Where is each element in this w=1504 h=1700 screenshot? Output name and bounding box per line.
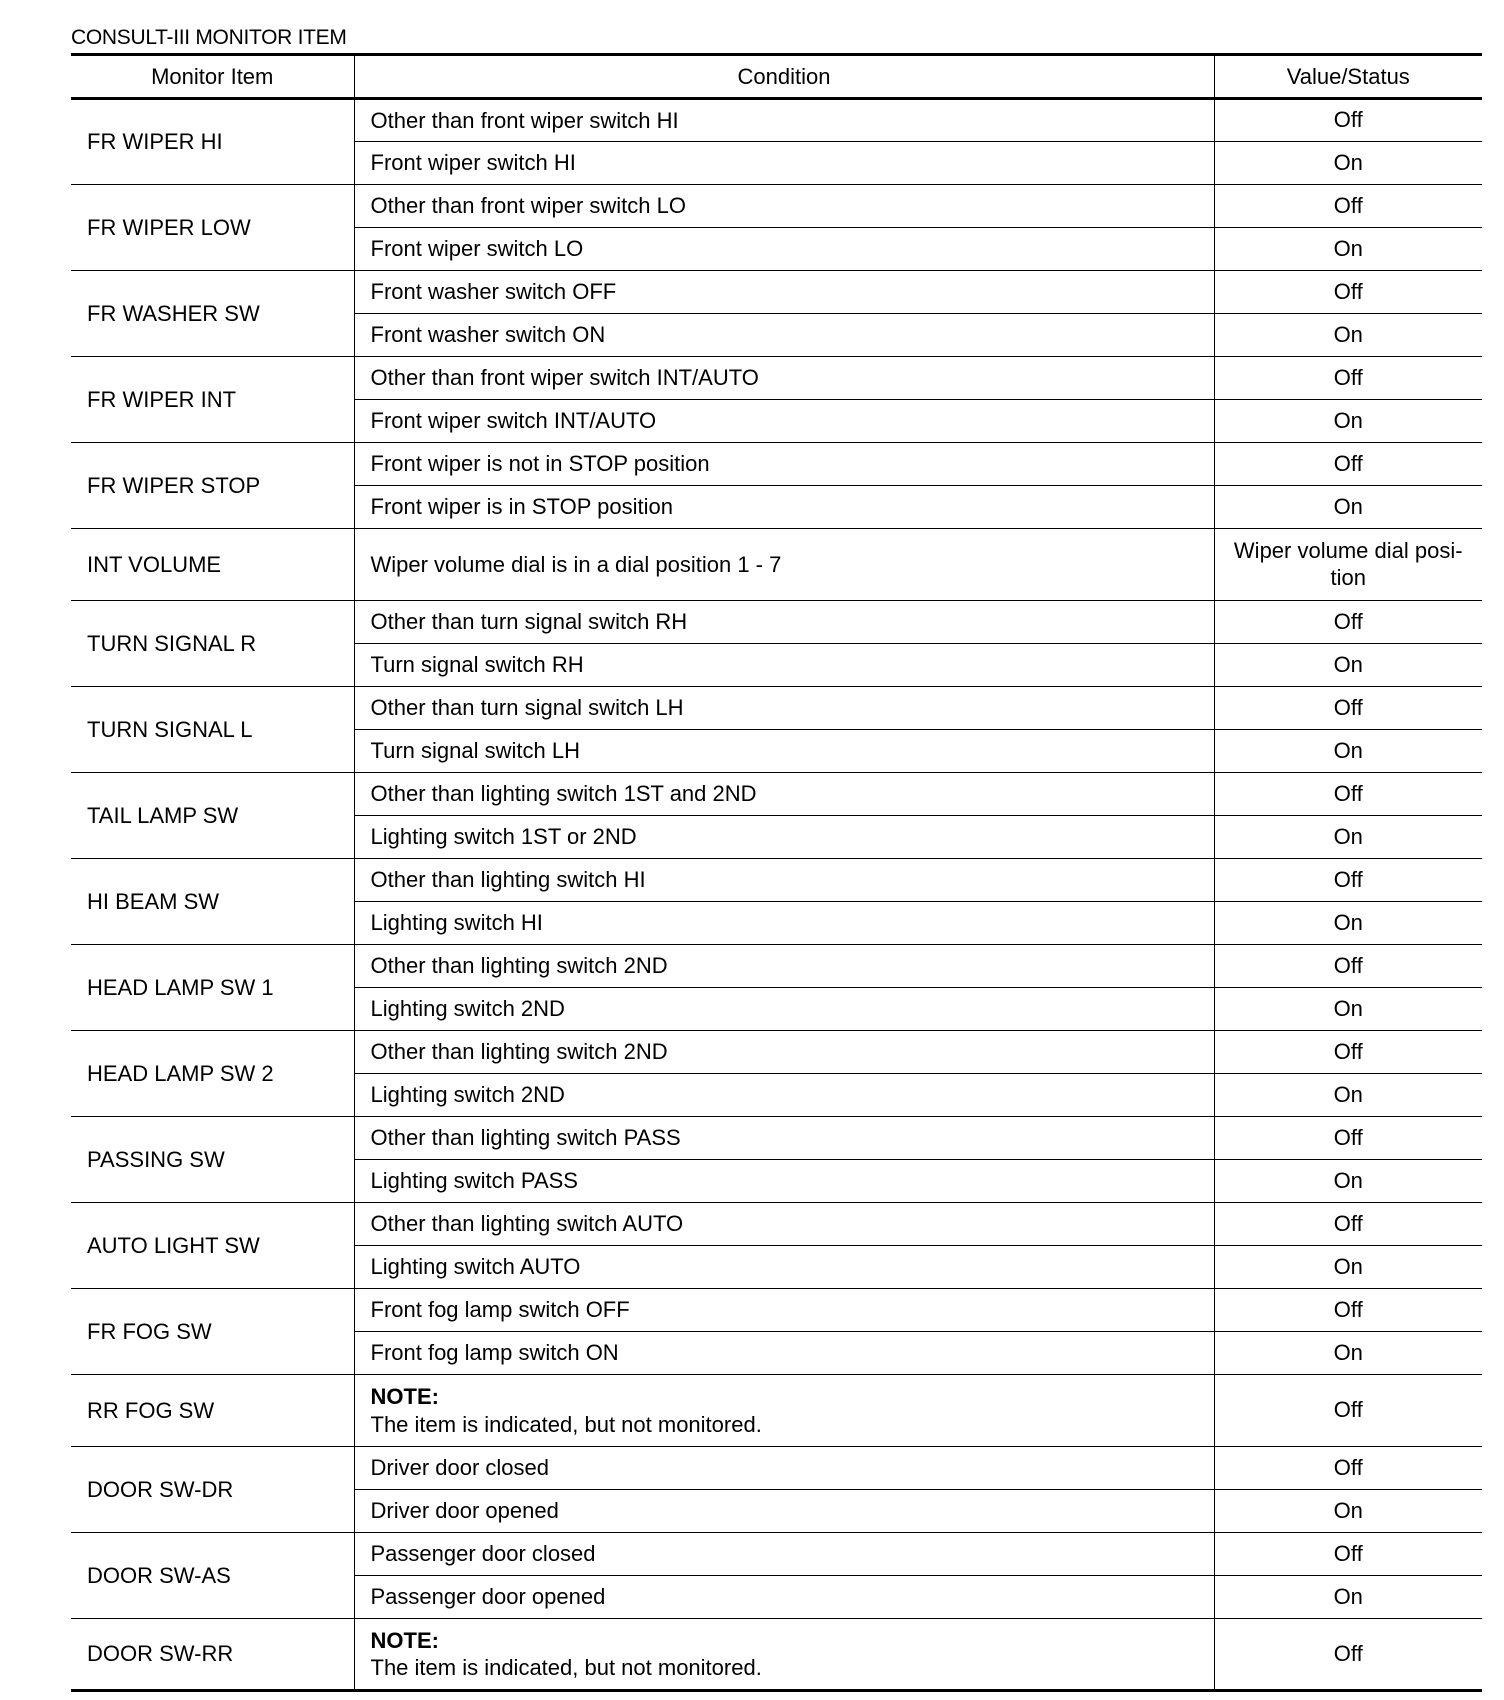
table-body bbox=[71, 99, 1482, 1691]
condition-cell: Front wiper is not in STOP position bbox=[354, 443, 1214, 486]
value-status-cell: Off bbox=[1214, 687, 1482, 730]
monitor-item-cell: FR WIPER INT bbox=[71, 357, 354, 443]
table-row bbox=[71, 687, 1482, 730]
condition-cell: Driver door closed bbox=[354, 1447, 1214, 1490]
table-row bbox=[71, 271, 1482, 314]
condition-cell: Other than lighting switch AUTO bbox=[354, 1203, 1214, 1246]
condition-cell: Front wiper switch LO bbox=[354, 228, 1214, 271]
header-value-status: Value/Status bbox=[1214, 55, 1482, 99]
value-status-cell: On bbox=[1214, 400, 1482, 443]
monitor-item-cell: PASSING SW bbox=[71, 1117, 354, 1203]
condition-cell: Front wiper is in STOP position bbox=[354, 486, 1214, 529]
monitor-item-cell: FR WIPER HI bbox=[71, 99, 354, 185]
value-status-cell: Off bbox=[1214, 1031, 1482, 1074]
table-row bbox=[71, 945, 1482, 988]
condition-cell: Front washer switch ON bbox=[354, 314, 1214, 357]
monitor-item-cell: INT VOLUME bbox=[71, 529, 354, 601]
condition-cell: Lighting switch AUTO bbox=[354, 1246, 1214, 1289]
condition-cell bbox=[354, 1375, 1214, 1447]
condition-cell: Other than front wiper switch LO bbox=[354, 185, 1214, 228]
monitor-item-cell: RR FOG SW bbox=[71, 1375, 354, 1447]
condition-cell: Lighting switch 1ST or 2ND bbox=[354, 816, 1214, 859]
table-row bbox=[71, 185, 1482, 228]
table-row bbox=[71, 859, 1482, 902]
value-status-cell: Off bbox=[1214, 773, 1482, 816]
condition-cell: Front washer switch OFF bbox=[354, 271, 1214, 314]
value-status-cell: On bbox=[1214, 1160, 1482, 1203]
condition-cell: Front wiper switch INT/AUTO bbox=[354, 400, 1214, 443]
condition-cell: Passenger door opened bbox=[354, 1576, 1214, 1619]
table-row bbox=[71, 443, 1482, 486]
value-status-cell: Off bbox=[1214, 271, 1482, 314]
table-caption: CONSULT-III MONITOR ITEM bbox=[71, 26, 347, 49]
condition-cell: Other than turn signal switch RH bbox=[354, 601, 1214, 644]
condition-cell: Front wiper switch HI bbox=[354, 142, 1214, 185]
table-row bbox=[71, 1289, 1482, 1332]
value-status-cell: On bbox=[1214, 644, 1482, 687]
monitor-item-cell: TURN SIGNAL R bbox=[71, 601, 354, 687]
value-status-cell: Off bbox=[1214, 1375, 1482, 1447]
monitor-item-cell: HEAD LAMP SW 1 bbox=[71, 945, 354, 1031]
value-status-cell: On bbox=[1214, 142, 1482, 185]
value-status-cell: Off bbox=[1214, 1117, 1482, 1160]
monitor-item-cell: DOOR SW-DR bbox=[71, 1447, 354, 1533]
monitor-item-table bbox=[71, 53, 1482, 1692]
value-status-cell: On bbox=[1214, 486, 1482, 529]
table-row bbox=[71, 1031, 1482, 1074]
condition-cell: Passenger door closed bbox=[354, 1533, 1214, 1576]
value-status-cell: Off bbox=[1214, 99, 1482, 142]
condition-cell: Other than lighting switch HI bbox=[354, 859, 1214, 902]
monitor-item-cell: TURN SIGNAL L bbox=[71, 687, 354, 773]
value-status-cell: On bbox=[1214, 1332, 1482, 1375]
value-status-cell: On bbox=[1214, 1074, 1482, 1117]
note-label: NOTE: bbox=[370, 1384, 439, 1409]
monitor-item-cell: DOOR SW-RR bbox=[71, 1619, 354, 1691]
value-status-cell: On bbox=[1214, 988, 1482, 1031]
table-row bbox=[71, 357, 1482, 400]
condition-cell: Turn signal switch RH bbox=[354, 644, 1214, 687]
condition-cell: Driver door opened bbox=[354, 1490, 1214, 1533]
monitor-item-cell: AUTO LIGHT SW bbox=[71, 1203, 354, 1289]
value-status-cell: Off bbox=[1214, 185, 1482, 228]
header-monitor-item: Monitor Item bbox=[71, 55, 354, 99]
note-text: The item is indicated, but not monitored. bbox=[370, 1411, 762, 1437]
monitor-item-cell: HEAD LAMP SW 2 bbox=[71, 1031, 354, 1117]
condition-cell: Other than lighting switch 2ND bbox=[354, 1031, 1214, 1074]
condition-cell: Lighting switch HI bbox=[354, 902, 1214, 945]
condition-cell: Other than front wiper switch HI bbox=[354, 99, 1214, 142]
value-status-cell: On bbox=[1214, 816, 1482, 859]
condition-cell: Turn signal switch LH bbox=[354, 730, 1214, 773]
condition-cell: Wiper volume dial is in a dial position 1 - 7 bbox=[354, 529, 1214, 601]
table-row bbox=[71, 99, 1482, 142]
condition-cell: Lighting switch 2ND bbox=[354, 988, 1214, 1031]
table-row bbox=[71, 601, 1482, 644]
value-status-cell: Off bbox=[1214, 1289, 1482, 1332]
note-label: NOTE: bbox=[370, 1627, 439, 1653]
value-status-cell: Off bbox=[1214, 601, 1482, 644]
monitor-item-cell: FR WASHER SW bbox=[71, 271, 354, 357]
note-text: The item is indicated, but not monitored. bbox=[370, 1655, 762, 1680]
monitor-item-cell: FR WIPER LOW bbox=[71, 185, 354, 271]
value-status-cell: Off bbox=[1214, 945, 1482, 988]
condition-cell: Other than turn signal switch LH bbox=[354, 687, 1214, 730]
condition-cell: Other than lighting switch 1ST and 2ND bbox=[354, 773, 1214, 816]
condition-cell bbox=[354, 1619, 1214, 1691]
value-status-cell: On bbox=[1214, 1490, 1482, 1533]
value-status-cell: Off bbox=[1214, 357, 1482, 400]
table-row bbox=[71, 529, 1482, 601]
condition-cell: Front fog lamp switch ON bbox=[354, 1332, 1214, 1375]
table-row bbox=[71, 1203, 1482, 1246]
value-status-cell: Off bbox=[1214, 859, 1482, 902]
table-row bbox=[71, 773, 1482, 816]
value-status-cell: Wiper volume dial posi- tion bbox=[1214, 529, 1482, 601]
value-status-cell: Off bbox=[1214, 1203, 1482, 1246]
value-status-cell: On bbox=[1214, 1246, 1482, 1289]
monitor-item-cell: DOOR SW-AS bbox=[71, 1533, 354, 1619]
table-row bbox=[71, 1533, 1482, 1576]
condition-cell: Front fog lamp switch OFF bbox=[354, 1289, 1214, 1332]
value-status-cell: On bbox=[1214, 902, 1482, 945]
value-status-cell: Off bbox=[1214, 1619, 1482, 1691]
value-status-cell: Off bbox=[1214, 443, 1482, 486]
value-status-cell: Off bbox=[1214, 1533, 1482, 1576]
monitor-item-cell: HI BEAM SW bbox=[71, 859, 354, 945]
condition-cell: Other than lighting switch 2ND bbox=[354, 945, 1214, 988]
value-status-cell: On bbox=[1214, 730, 1482, 773]
monitor-item-cell: FR WIPER STOP bbox=[71, 443, 354, 529]
table-row bbox=[71, 1447, 1482, 1490]
table-row bbox=[71, 1619, 1482, 1691]
table-row bbox=[71, 1117, 1482, 1160]
header-condition: Condition bbox=[354, 55, 1214, 99]
condition-cell: Other than front wiper switch INT/AUTO bbox=[354, 357, 1214, 400]
value-status-cell: On bbox=[1214, 314, 1482, 357]
value-status-cell: On bbox=[1214, 228, 1482, 271]
value-status-cell: Off bbox=[1214, 1447, 1482, 1490]
table-row bbox=[71, 1375, 1482, 1447]
monitor-item-cell: FR FOG SW bbox=[71, 1289, 354, 1375]
condition-cell: Lighting switch PASS bbox=[354, 1160, 1214, 1203]
condition-cell: Lighting switch 2ND bbox=[354, 1074, 1214, 1117]
header-row bbox=[71, 55, 1482, 99]
value-status-cell: On bbox=[1214, 1576, 1482, 1619]
monitor-item-cell: TAIL LAMP SW bbox=[71, 773, 354, 859]
condition-cell: Other than lighting switch PASS bbox=[354, 1117, 1214, 1160]
